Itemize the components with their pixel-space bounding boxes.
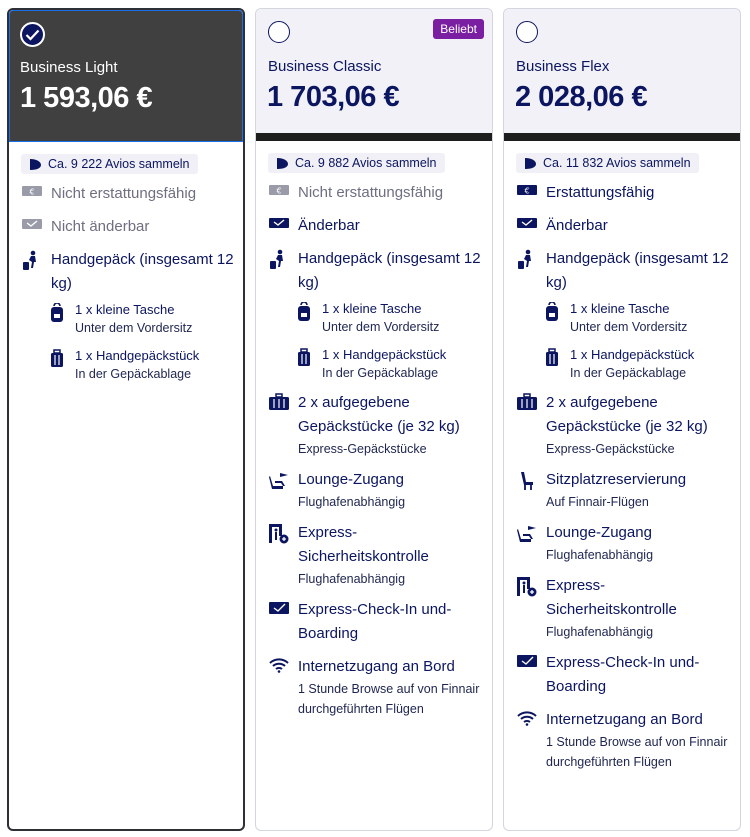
subfeature-title: 1 x Handgepäckstück (75, 348, 200, 363)
feature-title: Internetzugang an Bord (546, 711, 703, 728)
traveler-luggage-icon (21, 248, 43, 296)
seat-icon (516, 468, 538, 512)
svg-text:€: € (524, 186, 530, 196)
subfeature-title: 1 x Handgepäckstück (322, 347, 447, 362)
feature-title: Internetzugang an Bord (298, 658, 455, 675)
avios-badge (516, 153, 699, 173)
feature-sub: Flughafenabhängig (298, 495, 406, 509)
backpack-icon (544, 299, 562, 337)
fare-card-business-classic[interactable] (255, 8, 493, 831)
ticket-icon (268, 181, 290, 205)
avios-icon (524, 157, 537, 170)
plan-price: 1 593,06 € (20, 82, 153, 114)
lounge-chair-icon (268, 468, 290, 512)
boarding-pass-icon (268, 598, 290, 646)
avios-text: Ca. 9 882 Avios sammeln (295, 156, 437, 170)
feature-title: Express-Sicherheitskontrolle (298, 524, 429, 565)
subfeature-sub: Unter dem Vordersitz (322, 320, 440, 334)
fare-card-header[interactable] (504, 9, 740, 133)
suitcase-icon (296, 345, 314, 383)
wifi-icon (268, 655, 290, 719)
security-gate-icon (516, 574, 538, 642)
avios-text: Ca. 9 222 Avios sammeln (48, 157, 190, 171)
feature-lounge (268, 468, 484, 512)
subfeature-sub: In der Gepäckablage (322, 366, 439, 380)
plan-name: Business Light (20, 59, 118, 76)
feature-title: Handgepäck (insgesamt 12 kg) (51, 251, 234, 292)
feature-title: 2 x aufgegebene Gepäckstücke (je 32 kg) (298, 394, 460, 435)
subfeature-title: 1 x kleine Tasche (570, 301, 670, 316)
ticket-change-icon (516, 214, 538, 238)
feature-title: Handgepäck (insgesamt 12 kg) (546, 250, 729, 291)
avios-icon (29, 158, 42, 171)
feature-title: Express-Sicherheitskontrolle (546, 577, 677, 618)
popular-badge: Beliebt (433, 19, 484, 39)
traveler-luggage-icon (268, 247, 290, 295)
radio-checked-icon[interactable] (20, 22, 45, 47)
feature-sub: 1 Stunde Browse auf von Finnair durchgeführten Flügen (546, 735, 728, 769)
fare-card-header[interactable] (256, 9, 492, 133)
traveler-luggage-icon (516, 247, 538, 295)
feature-refund (268, 181, 484, 205)
subfeature-sub: Unter dem Vordersitz (75, 321, 193, 335)
suitcase-icon (544, 345, 562, 383)
feature-sub: Flughafenabhängig (546, 548, 654, 562)
avios-badge (268, 153, 445, 173)
feature-hand-luggage (21, 248, 235, 296)
feature-title: Handgepäck (insgesamt 12 kg) (298, 250, 481, 291)
header-divider (256, 133, 492, 141)
feature-checked-baggage (516, 391, 732, 459)
boarding-pass-icon (516, 651, 538, 699)
fare-card-body (9, 142, 243, 384)
feature-title: Änderbar (546, 217, 608, 234)
backpack-icon (296, 299, 314, 337)
ticket-change-icon (268, 214, 290, 238)
feature-title: Nicht erstattungsfähig (298, 184, 444, 201)
subfeature-sub: In der Gepäckablage (570, 366, 687, 380)
feature-title: Änderbar (298, 217, 360, 234)
feature-title: 2 x aufgegebene Gepäckstücke (je 32 kg) (546, 394, 708, 435)
plan-name: Business Classic (268, 58, 382, 75)
feature-title: Erstattungsfähig (546, 184, 655, 201)
wifi-icon (516, 708, 538, 772)
feature-title: Lounge-Zugang (546, 524, 652, 541)
feature-checked-baggage (268, 391, 484, 459)
feature-hand-luggage (516, 247, 732, 295)
lounge-chair-icon (516, 521, 538, 565)
feature-sub: 1 Stunde Browse auf von Finnair durchgeführten Flügen (298, 682, 480, 716)
subfeature-title: 1 x Handgepäckstück (570, 347, 695, 362)
security-gate-icon (268, 521, 290, 589)
plan-name: Business Flex (516, 58, 610, 75)
feature-sub: Express-Gepäckstücke (298, 442, 427, 456)
feature-change (268, 214, 484, 238)
svg-text:€: € (29, 187, 35, 197)
avios-icon (276, 157, 289, 170)
subfeature-sub: Unter dem Vordersitz (570, 320, 688, 334)
feature-checkin (516, 651, 732, 699)
feature-hand-luggage (268, 247, 484, 295)
subfeature-sub: In der Gepäckablage (75, 367, 192, 381)
backpack-icon (49, 300, 67, 338)
subfeature-small-bag (268, 299, 484, 337)
feature-checkin (268, 598, 484, 646)
plan-price: 1 703,06 € (267, 81, 400, 113)
checked-baggage-icon (516, 391, 538, 459)
subfeature-title: 1 x kleine Tasche (322, 301, 422, 316)
feature-wifi (516, 708, 732, 772)
radio-unchecked-icon[interactable] (268, 21, 290, 43)
feature-title: Lounge-Zugang (298, 471, 404, 488)
fare-card-business-flex[interactable] (503, 8, 741, 831)
feature-lounge (516, 521, 732, 565)
feature-wifi (268, 655, 484, 719)
feature-title: Nicht erstattungsfähig (51, 185, 197, 202)
feature-refund (21, 182, 235, 206)
ticket-icon (516, 181, 538, 205)
feature-sub: Flughafenabhängig (546, 625, 654, 639)
avios-text: Ca. 11 832 Avios sammeln (543, 156, 691, 170)
subfeature-small-bag (21, 300, 235, 338)
feature-change (21, 215, 235, 239)
plan-price: 2 028,06 € (515, 81, 648, 113)
feature-sub: Express-Gepäckstücke (546, 442, 675, 456)
subfeature-small-bag (516, 299, 732, 337)
ticket-icon (21, 182, 43, 206)
feature-title: Express-Check-In und-Boarding (298, 601, 452, 642)
feature-security (268, 521, 484, 589)
fare-card-business-light[interactable] (7, 8, 245, 831)
subfeature-cabin-bag (516, 345, 732, 383)
fare-card-body (504, 141, 740, 772)
header-divider (504, 133, 740, 141)
svg-text:€: € (276, 186, 282, 196)
checked-baggage-icon (268, 391, 290, 459)
feature-seat-reservation (516, 468, 732, 512)
ticket-change-icon (21, 215, 43, 239)
feature-sub: Flughafenabhängig (298, 572, 406, 586)
feature-security (516, 574, 732, 642)
feature-title: Sitzplatzreservierung (546, 471, 687, 488)
avios-badge (21, 154, 198, 174)
subfeature-cabin-bag (21, 346, 235, 384)
feature-change (516, 214, 732, 238)
feature-sub: Auf Finnair-Flügen (546, 495, 649, 509)
feature-refund (516, 181, 732, 205)
suitcase-icon (49, 346, 67, 384)
subfeature-title: 1 x kleine Tasche (75, 302, 175, 317)
subfeature-cabin-bag (268, 345, 484, 383)
fare-card-header[interactable] (9, 10, 243, 142)
feature-title: Nicht änderbar (51, 218, 150, 235)
radio-unchecked-icon[interactable] (516, 21, 538, 43)
fare-card-body (256, 141, 492, 719)
feature-title: Express-Check-In und-Boarding (546, 654, 700, 695)
